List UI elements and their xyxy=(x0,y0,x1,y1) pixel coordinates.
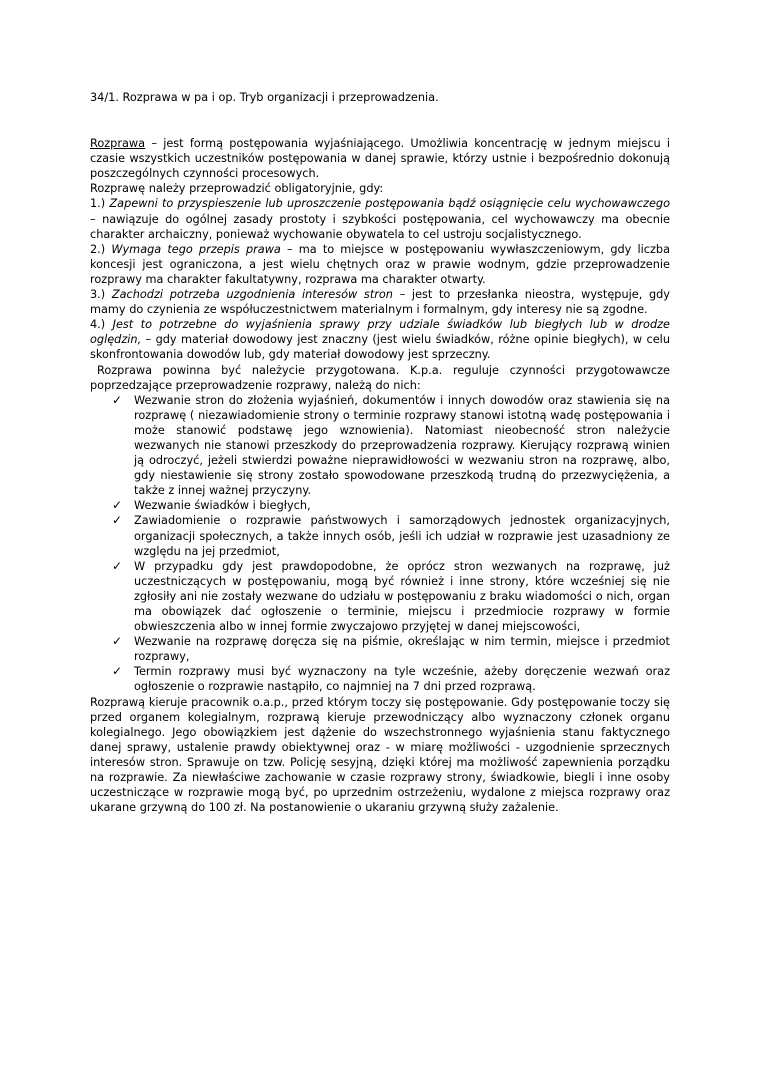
condition-text: – jest to przesłanka nieostra, występuje, gdy mamy do czynienia ze współuczestnictwem materialnym i formalnym, gdy interesy nie są zgodne. xyxy=(90,288,670,317)
document-heading: 34/1. Rozprawa w pa i op. Tryb organizacji i przeprowadzenia. xyxy=(90,91,439,104)
intro-definition: – jest formą postępowania wyjaśniającego. Umożliwia koncentrację w jednym miejscu i czasie wszystkich uczestników postępowania w danej sprawie, którzy ustnie i bezpośrednio dokonują poszczególnych czynności procesowych. xyxy=(90,137,670,181)
condition-text: – ma to miejsce w postępowaniu wywłaszczeniowym, gdy liczba koncesji jest ograniczona, a jest wielu chętnych oraz w prawie wodnym, gdzie przeprowadzenie rozprawy ma charakter fakultatywny, rozprawa ma charakter otwarty. xyxy=(90,242,671,286)
condition-number: 2.) xyxy=(90,242,112,256)
term-rozprawa: Rozprawa xyxy=(90,137,146,151)
list-item xyxy=(112,392,670,499)
list-item-text: Wezwanie świadków i biegłych, xyxy=(134,499,311,513)
list-item xyxy=(112,558,670,634)
obligatory-intro: Rozprawę należy przeprowadzić obligatoryjnie, gdy: xyxy=(90,182,384,196)
closing-paragraph: Rozprawą kieruje pracownik o.a.p., przed którym toczy się postępowanie. Gdy postępowanie toczy się przed organem kolegialnym, rozprawą kieruje przewodniczący albo wyznaczony członek organu kolegialnego. Jego obowiązkiem jest dążenie do wszechstronnego wyjaśnienia stanu faktycznego danej sprawy, ustalenie prawdy obiektywnej oraz - w miarę możliwości - uzgodnienie sprzecznych interesów stron. Sprawuje on tzw. Policję sesyjną, dzięki której ma możliwość zapewnienia porządku na rozprawie. Za niewłaściwe zachowanie w czasie rozprawy strony, świadkowie, biegli i inne osoby uczestniczące w rozprawie mogą być, po uprzednim ostrzeżeniu, wydalone z miejsca rozprawy oraz ukarane grzywną do 100 zł. Na postanowienie o ukaraniu grzywną służy zażalenie. xyxy=(90,695,670,815)
list-item xyxy=(112,513,670,558)
check-icon: ✓ xyxy=(112,513,123,528)
condition-text: – gdy materiał dowodowy jest znaczny (jest wielu świadków, różne opinie biegłych), w celu skonfrontowania dowodów lub, gdy materiał dowodowy jest sprzeczny. xyxy=(90,333,670,362)
list-item-text: Zawiadomienie o rozprawie państwowych i samorządowych jednostek organizacyjnych, organizacji społecznych, a także innych osób, jeśli ich udział w rozprawie jest uzasadniony ze względu na jej przedmiot, xyxy=(134,514,670,558)
condition-item xyxy=(90,196,670,241)
condition-title: Zapewni to przyspieszenie lub uproszczenie postępowania bądź osiągnięcie celu wychowawczego xyxy=(109,197,670,211)
condition-title: Jest to potrzebne do wyjaśnienia sprawy przy udziale świadków lub biegłych lub w drodze oględzin, xyxy=(90,318,670,347)
list-item xyxy=(112,664,670,694)
preparation-list xyxy=(90,393,670,695)
preparation-intro: Rozprawa powinna być należycie przygotowana. K.p.a. reguluje czynności przygotowawcze poprzedzające przeprowadzenie rozprawy, należą do nich: xyxy=(90,363,670,392)
check-icon: ✓ xyxy=(112,634,123,649)
condition-item xyxy=(90,242,670,287)
condition-text: – nawiązuje do ogólnej zasady prostoty i szybkości postępowania, cel wychowawczy ma obecnie charakter archaiczny, ponieważ wychowanie obywatela to cel ustroju socjalistycznego. xyxy=(90,212,670,241)
list-item xyxy=(112,498,670,513)
document-body xyxy=(90,90,670,815)
condition-title: Zachodzi potrzeba uzgodnienia interesów stron xyxy=(111,288,393,302)
condition-item xyxy=(90,287,670,317)
list-item-text: W przypadku gdy jest prawdopodobne, że oprócz stron wezwanych na rozprawę, już uczestniczących w postępowaniu, mogą być również i inne strony, które wcześniej się nie zgłosiły ani nie zostały wezwane do udziału w postępowaniu z braku wiadomości o nich, organ ma obowiązek dać ogłoszenie o terminie, miejscu i przedmiocie rozprawy w formie obwieszczenia albo w innej formie zwyczajowo przyjętej w danej miejscowości, xyxy=(134,559,670,634)
condition-number: 1.) xyxy=(90,197,110,211)
intro-paragraph xyxy=(90,136,670,181)
list-item-text: Wezwanie na rozprawę doręcza się na piśmie, określając w nim termin, miejsce i przedmiot rozprawy, xyxy=(134,635,670,664)
list-item xyxy=(112,634,670,664)
condition-number: 4.) xyxy=(90,318,113,332)
condition-title: Wymaga tego przepis prawa xyxy=(111,242,281,256)
check-icon: ✓ xyxy=(112,558,123,573)
check-icon: ✓ xyxy=(112,664,123,679)
list-item-text: Termin rozprawy musi być wyznaczony na tyle wcześnie, ażeby doręczenie wezwań oraz ogłoszenie o rozprawie nastąpiło, co najmniej na 7 dni przed rozprawą. xyxy=(134,665,670,694)
condition-item xyxy=(90,317,670,362)
check-icon: ✓ xyxy=(112,392,123,407)
condition-number: 3.) xyxy=(90,288,112,302)
check-icon: ✓ xyxy=(112,498,123,513)
list-item-text: Wezwanie stron do złożenia wyjaśnień, dokumentów i innych dowodów oraz stawienia się na rozprawę ( niezawiadomienie strony o terminie rozprawy stanowi istotną wadę postępowania i może stanowić podstawę jego wznowienia). Natomiast nieobecność stron należycie wezwanych nie stanowi przeszkody do przeprowadzenia rozprawy. Kierujący rozprawą winien ją odroczyć, jeżeli stwierdzi poważne nieprawidłowości w wezwaniu stron na rozprawę, albo, gdy niestawienie się strony zostało spowodowane przeszkodą trudną do przezwyciężenia, a także z innej ważnej przyczyny. xyxy=(134,393,670,498)
